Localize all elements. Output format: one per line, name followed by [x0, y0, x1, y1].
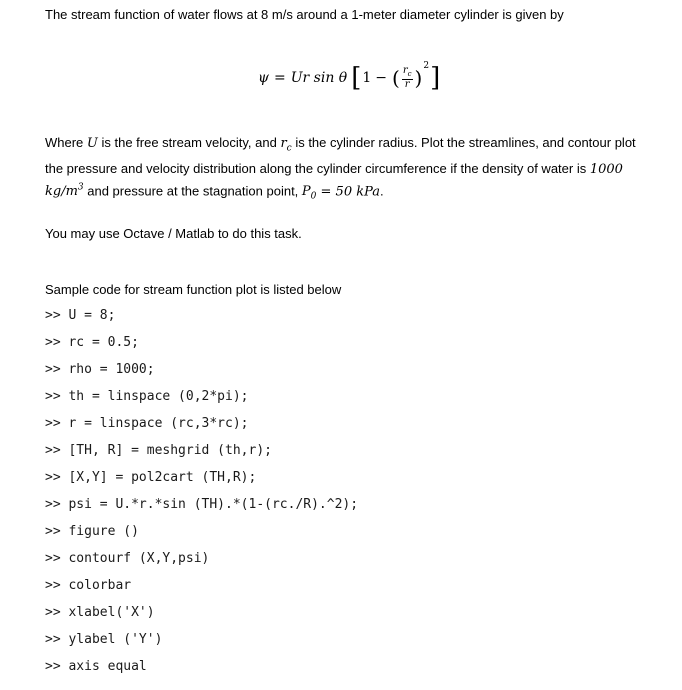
symbol-rc-base: r [280, 136, 287, 151]
pressure-value: = 50 kPa [316, 183, 381, 199]
equation-open-bracket: [ [351, 63, 362, 93]
equation-close-bracket: ] [430, 63, 441, 93]
equation-lhs: ψ [258, 70, 269, 86]
equation-rhs-prefix: Ur sin θ [290, 70, 348, 86]
density-exponent: 3 [77, 182, 84, 193]
equation-fraction [402, 66, 413, 90]
description-text-1: Where [45, 135, 87, 150]
description-text-2: is the free stream velocity, and [97, 135, 281, 150]
symbol-U: U [86, 136, 98, 151]
code-line: >> r = linspace (rc,3*rc); [45, 416, 249, 431]
equation-exponent: 2 [423, 61, 430, 71]
intro-text: The stream function of water flows at 8 m/s around a 1-meter diameter cylinder is given by [45, 7, 564, 22]
description-text-4: and pressure at the stagnation point, [83, 182, 302, 198]
equation-minus: − [375, 70, 388, 86]
code-line: >> contourf (X,Y,psi) [45, 551, 210, 566]
symbol-rc-subscript: c [286, 143, 292, 154]
code-line: >> th = linspace (0,2*pi); [45, 389, 249, 404]
density-text: 1000 kg/m [45, 161, 623, 199]
stream-function-equation [258, 58, 441, 98]
equation-close-paren: ) [414, 66, 423, 90]
fraction-numerator-symbol: r [402, 65, 408, 76]
code-line: >> psi = U.*r.*sin (TH).*(1-(rc./R).^2); [45, 497, 359, 512]
octave-note: You may use Octave / Matlab to do this task. [45, 226, 302, 241]
symbol-P0-base: P [301, 183, 311, 199]
description-paragraph [45, 133, 645, 207]
description-text-3: is the cylinder radius. Plot the streamlines, and contour plot the pressure and velocity distribution along the cylinder circumference if the density of water is [45, 135, 636, 176]
code-line: >> figure () [45, 524, 139, 539]
code-line: >> xlabel('X') [45, 605, 155, 620]
code-line: >> rho = 1000; [45, 362, 155, 377]
symbol-rc [280, 136, 292, 154]
code-line: >> U = 8; [45, 308, 116, 323]
description-end: . [380, 182, 384, 198]
fraction-denominator: r [404, 79, 410, 90]
code-line: >> [X,Y] = pol2cart (TH,R); [45, 470, 257, 485]
code-line: >> axis equal [45, 659, 147, 674]
code-line: >> [TH, R] = meshgrid (th,r); [45, 443, 272, 458]
symbol-P0-subscript: 0 [310, 191, 317, 202]
equation-one: 1 [362, 70, 372, 86]
sample-code-heading: Sample code for stream function plot is listed below [45, 282, 342, 297]
equation-equals: = [273, 70, 286, 86]
code-line: >> rc = 0.5; [45, 335, 139, 350]
fraction-numerator [402, 66, 413, 80]
symbol-P0 [301, 183, 317, 202]
code-line: >> colorbar [45, 578, 132, 593]
fraction-numerator-subscript: c [407, 70, 412, 78]
equation-open-paren: ( [392, 66, 400, 90]
code-line: >> ylabel ('Y') [45, 632, 163, 647]
